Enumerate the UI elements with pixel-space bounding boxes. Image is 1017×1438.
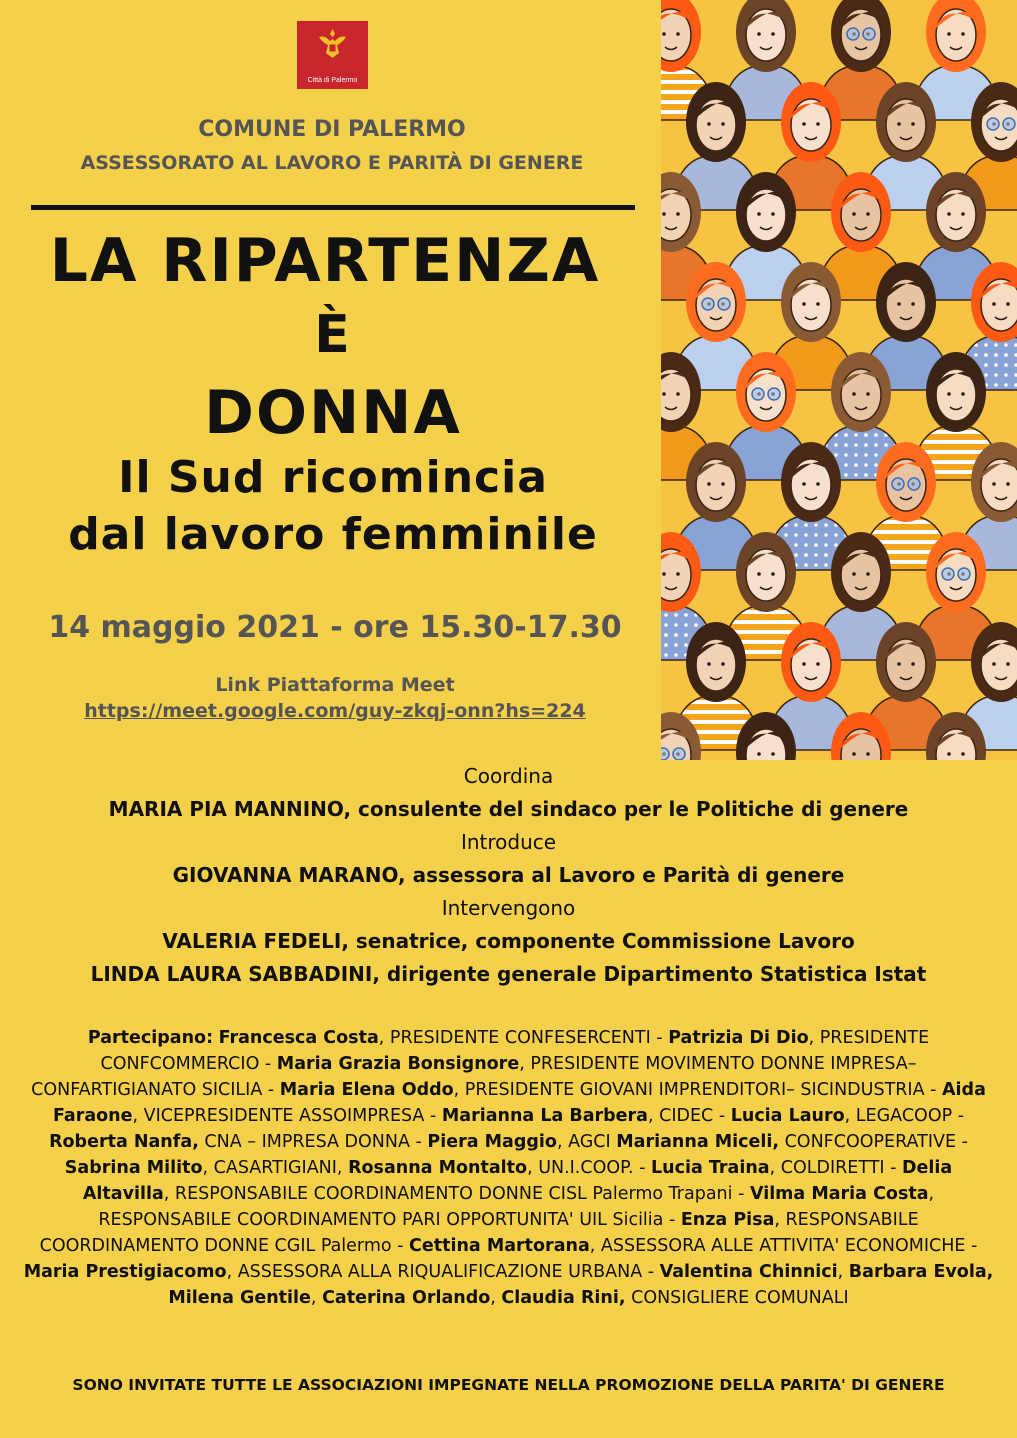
participant-role: , VICEPRESIDENTE ASSOIMPRESA - bbox=[132, 1106, 442, 1126]
participant-role: , PRESIDENTE CONFESERCENTI - bbox=[378, 1028, 669, 1048]
participant-role: , ASSESSORA ALLE ATTIVITA' ECONOMICHE - bbox=[589, 1236, 978, 1256]
participant-role: , CASARTIGIANI, bbox=[202, 1158, 349, 1178]
speaker: VALERIA FEDELI, senatrice, componente Commissione Lavoro bbox=[162, 929, 855, 953]
participant-name: Barbara Evola, Milena Gentile bbox=[168, 1262, 994, 1308]
participant-name: Piera Maggio bbox=[427, 1132, 557, 1152]
participant-role: , bbox=[490, 1288, 502, 1308]
org-name: COMUNE DI PALERMO bbox=[198, 117, 466, 142]
department-name: ASSESSORATO AL LAVORO E PARITÀ DI GENERE bbox=[80, 152, 584, 174]
participant-name: Sabrina Milito bbox=[64, 1158, 203, 1178]
speaker: LINDA LAURA SABBADINI, dirigente generale Dipartimento Statistica Istat bbox=[90, 962, 927, 986]
participant-name: Francesca Costa bbox=[218, 1028, 379, 1048]
participants-items bbox=[24, 1028, 994, 1308]
coordina-label: Coordina bbox=[463, 764, 554, 788]
participant-role: , RESPONSABILE COORDINAMENTO DONNE CISL Palermo Trapani - bbox=[163, 1184, 750, 1204]
invitation-footer: SONO INVITATE TUTTE LE ASSOCIAZIONI IMPEGNATE NELLA PROMOZIONE DELLA PARITA' DI GENERE bbox=[72, 1376, 945, 1394]
subtitle-line-1: Il Sud ricomincia bbox=[118, 452, 548, 503]
intervengono-label: Intervengono bbox=[441, 896, 576, 920]
participant-name: Roberta Nanfa, bbox=[49, 1132, 199, 1152]
participant-name: Lucia Lauro bbox=[730, 1106, 845, 1126]
participant-role: , bbox=[310, 1288, 323, 1308]
eagle-crest-icon bbox=[317, 27, 348, 61]
participant-role: CNA – IMPRESA DONNA - bbox=[198, 1132, 428, 1152]
women-illustration bbox=[661, 0, 1017, 760]
participant-role: , bbox=[837, 1262, 849, 1282]
program-section bbox=[20, 760, 997, 991]
introduce-label: Introduce bbox=[460, 830, 557, 854]
participant-name: Marianna La Barbera bbox=[441, 1106, 648, 1126]
participant-name: Maria Elena Oddo bbox=[279, 1080, 454, 1100]
title-line-2: È bbox=[314, 305, 352, 365]
participant-role: , RESPONSABILE COORDINAMENTO PARI OPPORTUNITA' UIL Sicilia - bbox=[98, 1184, 935, 1230]
participant-name: Vilma Maria Costa bbox=[749, 1184, 929, 1204]
participant-name: Cettina Martorana bbox=[409, 1236, 590, 1256]
meet-link-label: Link Piattaforma Meet bbox=[215, 674, 455, 696]
city-logo bbox=[297, 21, 368, 89]
participant-role: , ASSESSORA ALLA RIQUALIFICAZIONE URBANA - bbox=[226, 1262, 660, 1282]
participant-name: Aida Faraone bbox=[52, 1080, 986, 1126]
participant-name: Marianna Miceli, bbox=[616, 1132, 780, 1152]
divider bbox=[31, 205, 635, 210]
participant-name: Maria Prestigiacomo bbox=[23, 1262, 227, 1282]
title-line-3: DONNA bbox=[204, 378, 462, 448]
participant-name: Maria Grazia Bonsignore bbox=[276, 1054, 520, 1074]
participant-role: , PRESIDENTE MOVIMENTO DONNE IMPRESA– CONFARTIGIANATO SICILIA - bbox=[31, 1054, 917, 1100]
women-crowd-illustration bbox=[661, 0, 1017, 760]
introduce-person: GIOVANNA MARANO, assessora al Lavoro e Parità di genere bbox=[172, 863, 845, 887]
participant-name: Rosanna Montalto bbox=[348, 1158, 528, 1178]
participant-name: Enza Pisa bbox=[680, 1210, 775, 1230]
participant-role: CONSIGLIERE COMUNALI bbox=[625, 1288, 849, 1308]
participant-name: Caterina Orlando bbox=[322, 1288, 491, 1308]
participant-role: , COLDIRETTI - bbox=[769, 1158, 902, 1178]
participant-name: Lucia Traina bbox=[650, 1158, 770, 1178]
participants-intro: Partecipano: bbox=[87, 1028, 214, 1048]
meet-link[interactable]: https://meet.google.com/guy-zkqj-onn?hs=224 bbox=[84, 700, 586, 722]
participant-role: , PRESIDENTE CONFCOMMERCIO - bbox=[100, 1028, 930, 1074]
participant-role: , RESPONSABILE COORDINAMENTO DONNE CGIL Palermo - bbox=[39, 1210, 919, 1256]
participant-name: Valentina Chinnici bbox=[659, 1262, 838, 1282]
logo-label: Città di Palermo bbox=[307, 77, 358, 84]
participant-name: Patrizia Di Dio bbox=[668, 1028, 809, 1048]
participants-list bbox=[20, 1025, 997, 1311]
title-line-1: LA RIPARTENZA bbox=[49, 226, 601, 296]
participant-role: CONFCOOPERATIVE - bbox=[779, 1132, 968, 1152]
participant-name: Delia Altavilla bbox=[82, 1158, 953, 1204]
subtitle-line-2: dal lavoro femminile bbox=[68, 509, 598, 560]
participant-name: Claudia Rini, bbox=[501, 1288, 626, 1308]
event-datetime: 14 maggio 2021 - ore 15.30-17.30 bbox=[48, 610, 622, 645]
participant-role: , AGCI bbox=[556, 1132, 617, 1152]
participant-role: , LEGACOOP - bbox=[844, 1106, 965, 1126]
participant-role: , PRESIDENTE GIOVANI IMPRENDITORI– SICINDUSTRIA - bbox=[453, 1080, 942, 1100]
participant-role: , CIDEC - bbox=[648, 1106, 731, 1126]
participant-role: , UN.I.COOP. - bbox=[527, 1158, 651, 1178]
coordina-person: MARIA PIA MANNINO, consulente del sindaco per le Politiche di genere bbox=[108, 797, 909, 821]
